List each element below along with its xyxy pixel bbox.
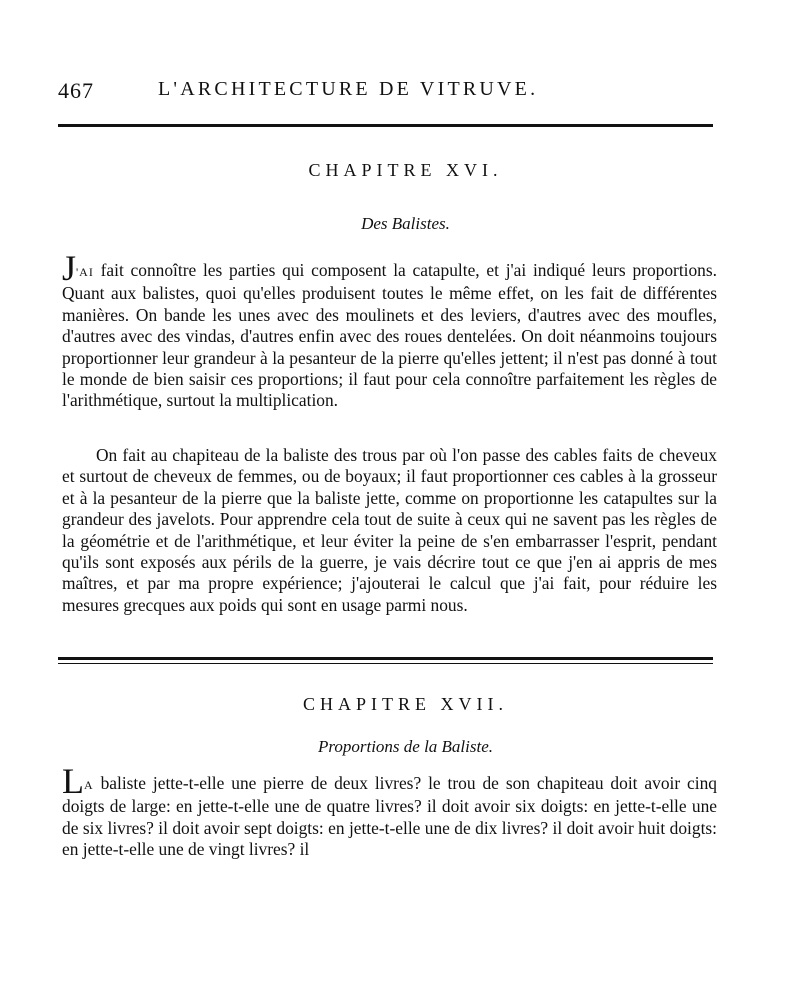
running-title: L'ARCHITECTURE DE VITRUVE. <box>158 78 539 100</box>
paragraph-text: baliste jette-t-elle une pierre de deux livres? le trou de son chapiteau doit avoir cinq doigts de large: en jette-t-elle une de quatre livres? il doit avoir six doigts: en jette-t-elle une de six livres? il doit avoir sept doigts: en jette-t-elle une de dix livres? il doit avoir huit doigts: en jette-t-elle une de vingt livres? il <box>62 773 717 860</box>
page-number: 467 <box>58 78 94 103</box>
chapter-17-heading: CHAPITRE XVII. <box>303 694 508 714</box>
chapter-16-heading: CHAPITRE XVI. <box>308 160 503 180</box>
page-header <box>58 78 718 102</box>
drop-cap: L <box>62 761 84 801</box>
chapter-17-title: Proportions de la Baliste. <box>317 737 494 756</box>
chapter-16-paragraph-1 <box>62 248 717 412</box>
chapter-16-paragraph-2: On fait au chapiteau de la baliste des trous par où l'on passe des cables faits de cheveux et surtout de cheveux de femmes, ou de boyaux; il faut proportionner ces cables à la grosseur et à la pesanteur de la pierre que la baliste jette, comme on proportionne les catapultes sur la grandeur des javelots. Pour apprendre cela tout de suite à ceux qui ne savent pas les règles de la géométrie et de l'arithmétique, et leur éviter la peine de s'en embarrasser l'esprit, pendant qu'ils sont exposés aux périls de la guerre, je vais décrire tout ce que j'en ai appris de mes maîtres, et par ma propre expérience; j'ajouterai le calcul que j'ai fait, pour réduire les mesures grecques aux poids qui sont en usage parmi nous. <box>62 445 717 615</box>
paragraph-text: fait connoître les parties qui composent la catapulte, et j'ai indiqué leurs proportions. Quant aux balistes, quoi qu'elles produisent toutes le même effet, on les fait de différentes manières. On bande les unes avec des moulinets et des leviers, d'autres avec des moufles, d'autres avec des vindas, d'autres enfin avec des roues dentelées. On doit néanmoins toujours proportionner leur grandeur à la pesanteur de la pierre qu'elles jettent; il n'est pas donné à tout le monde de bien saisir ces proportions; il faut pour cela connoître parfaitement les règles de l'arithmétique, surtout la multiplication. <box>62 260 717 411</box>
chapter-16-title: Des Balistes. <box>361 214 450 233</box>
section-divider-thin <box>58 663 713 664</box>
small-caps-lead: 'AI <box>76 265 94 279</box>
section-divider-thick <box>58 657 713 660</box>
chapter-17-paragraph-1 <box>62 761 717 861</box>
header-rule <box>58 124 713 127</box>
drop-cap: J <box>62 248 77 288</box>
small-caps-lead: A <box>84 778 94 792</box>
